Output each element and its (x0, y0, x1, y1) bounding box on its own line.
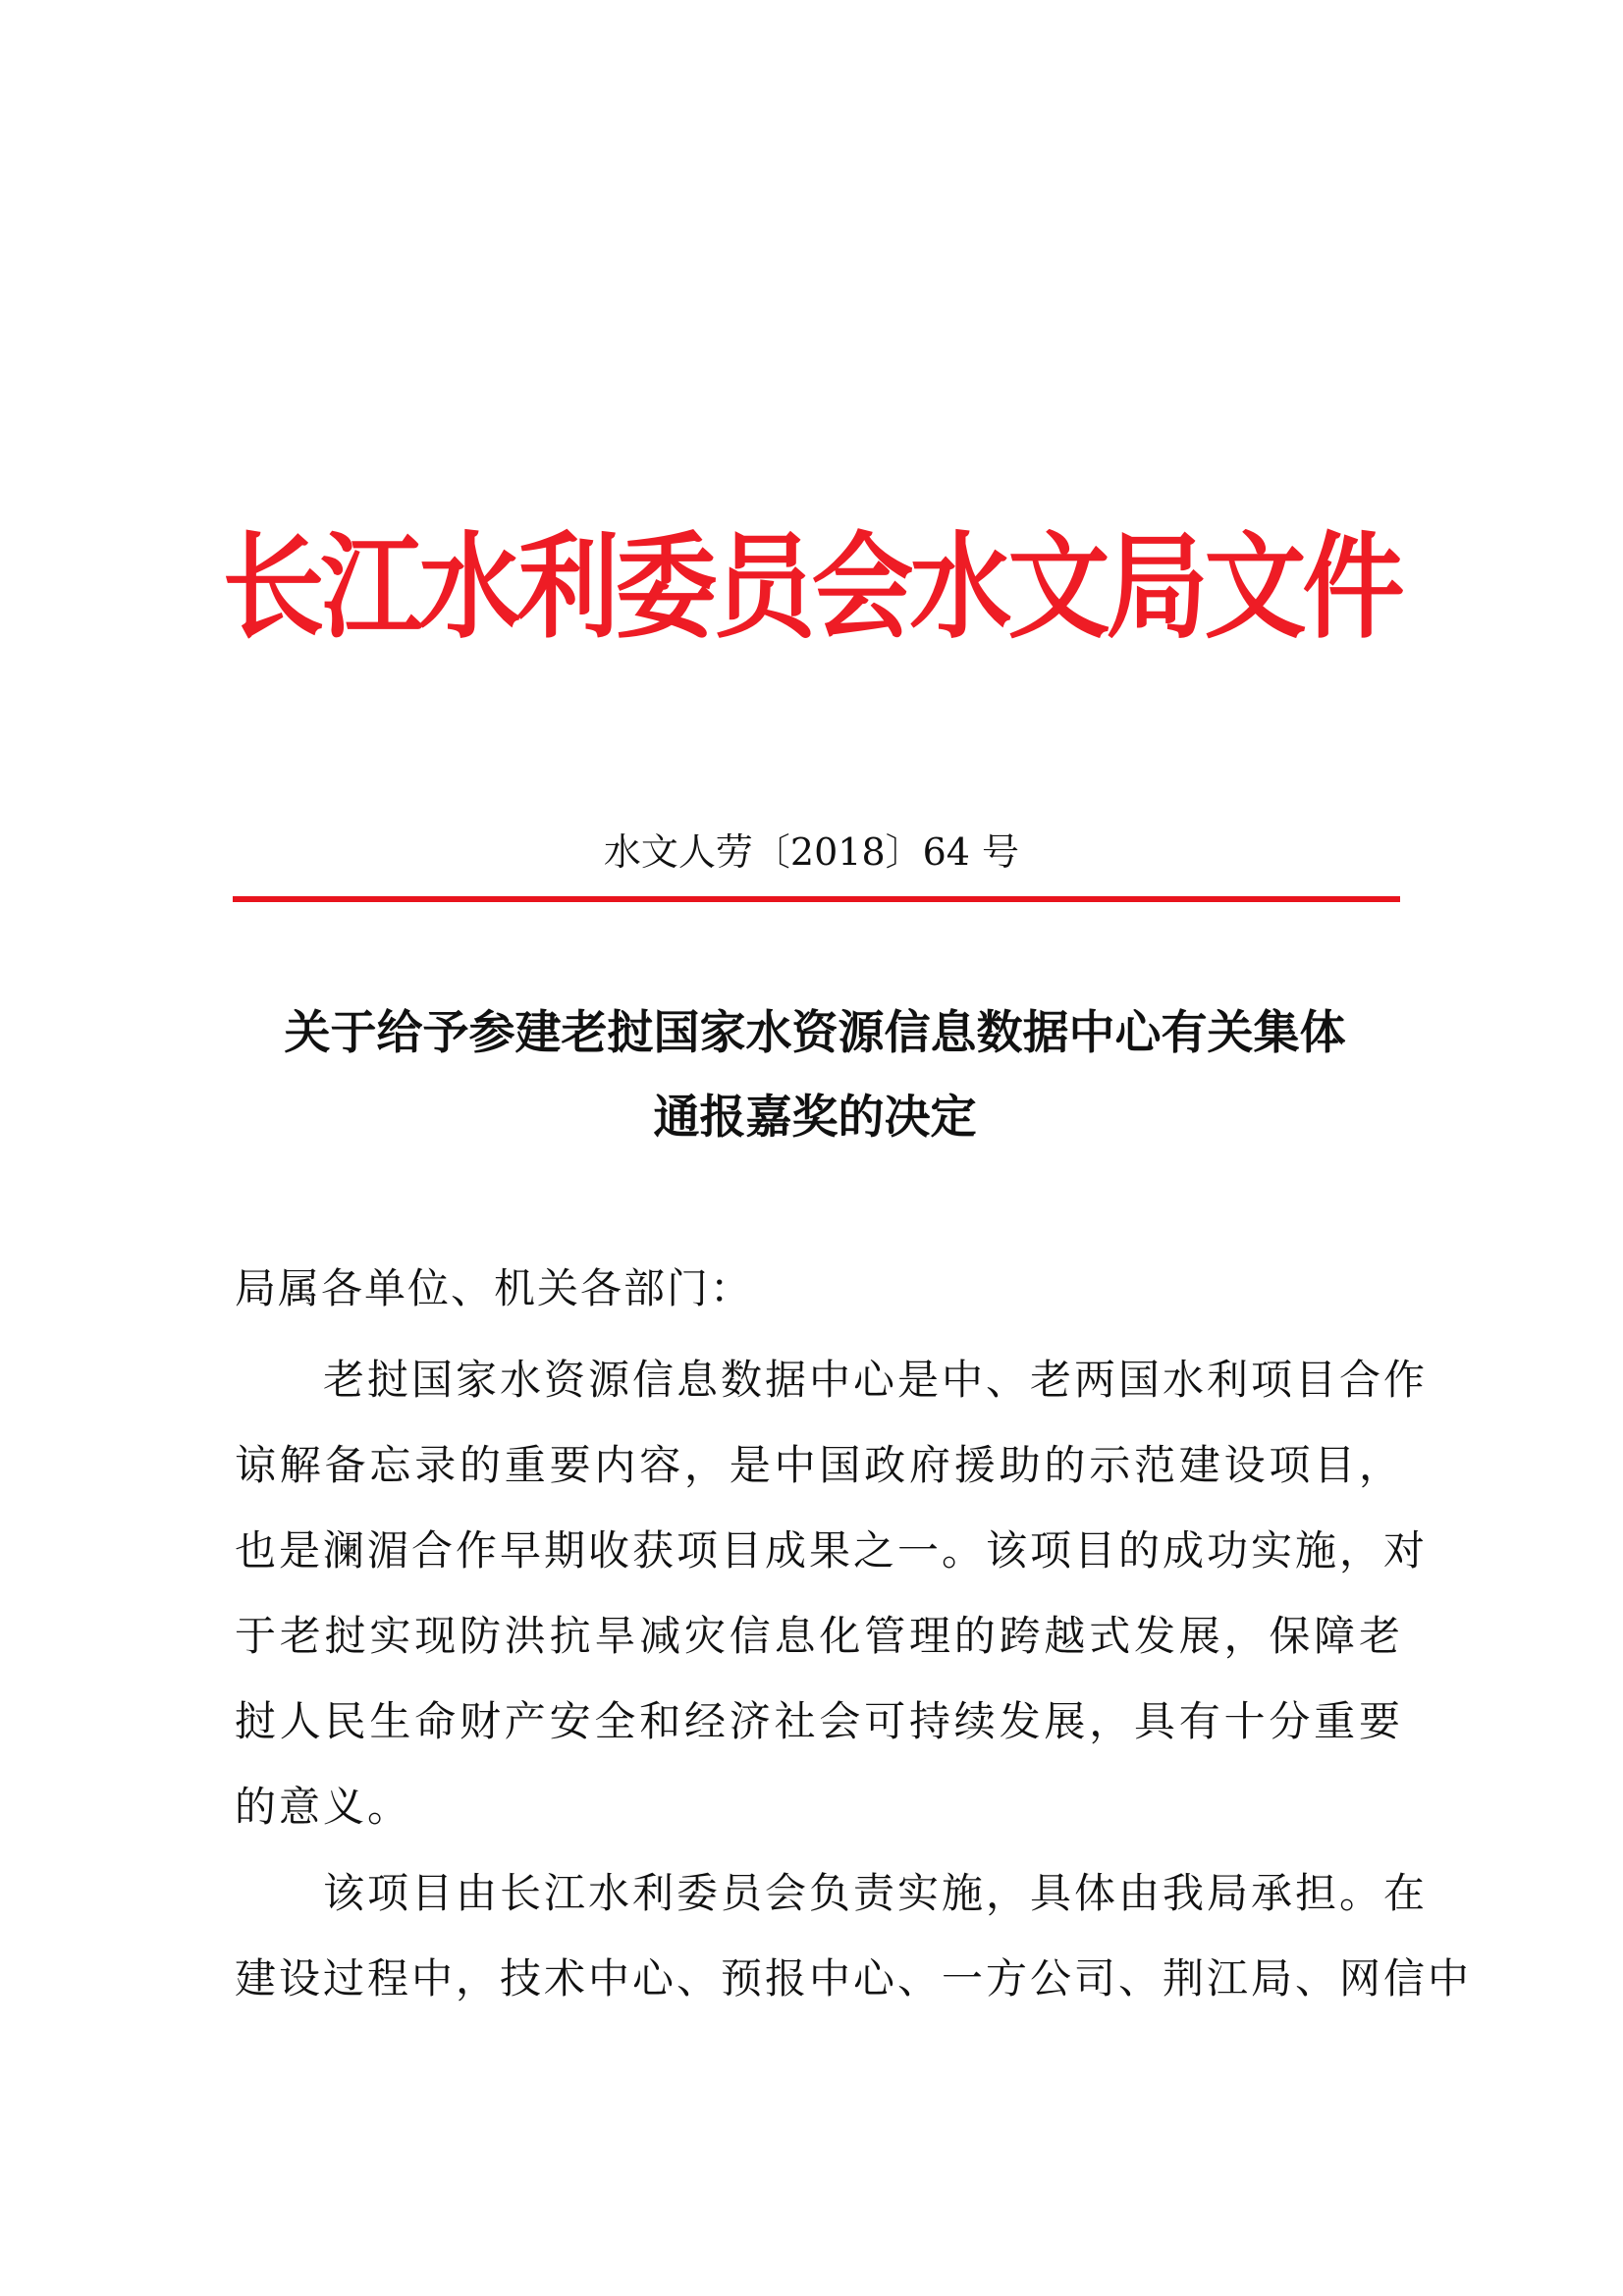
title-line-2: 通报嘉奖的决定 (653, 1091, 977, 1145)
paragraph-line: 该项目由长江水利委员会负责实施，具体由我局承担。在 (235, 1869, 1429, 1917)
document-title (226, 991, 1404, 1160)
document-number: 水文人劳〔2018〕64 号 (603, 830, 1020, 874)
paragraph-2 (235, 1850, 1473, 2021)
paragraph-1 (235, 1337, 1429, 1849)
paragraph-line: 于老挝实现防洪抗旱减灾信息化管理的跨越式发展，保障老 (235, 1612, 1403, 1660)
paragraph-line: 老挝国家水资源信息数据中心是中、老两国水利项目合作 (235, 1356, 1429, 1404)
paragraph-line: 的意义。 (235, 1783, 412, 1831)
paragraph-line: 挝人民生命财产安全和经济社会可持续发展，具有十分重要 (235, 1697, 1403, 1745)
red-divider-rule (233, 896, 1400, 902)
salutation: 局属各单位、机关各部门： (235, 1264, 754, 1312)
paragraph-line: 谅解备忘录的重要内容，是中国政府援助的示范建设项目， (235, 1441, 1403, 1489)
masthead-title: 长江水利委员会水文局文件 (222, 520, 1401, 655)
title-line-1: 关于给予参建老挝国家水资源信息数据中心有关集体 (284, 1006, 1346, 1060)
paragraph-line: 建设过程中，技术中心、预报中心、一方公司、荆江局、网信中 (235, 1954, 1473, 2002)
paragraph-line: 也是澜湄合作早期收获项目成果之一。该项目的成功实施，对 (235, 1526, 1429, 1575)
